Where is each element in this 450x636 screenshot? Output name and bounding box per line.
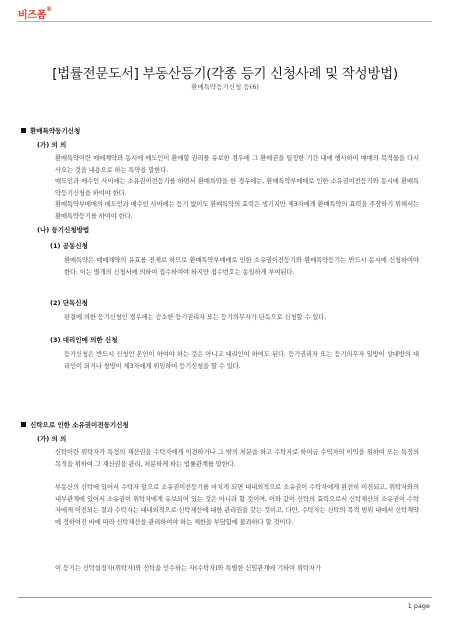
paragraph: 매도인과 매수인 사이에는 소유권이전등기를 하면서 환매특약을 한 경우에는, 환매특약부매매로 인한 소유권이전등기와 동시에 환매특약등기신청을 하여야 한다. — [55, 178, 419, 197]
square-bullet-icon — [21, 422, 26, 427]
page-number: 1 page — [407, 602, 430, 610]
header-divider — [18, 21, 432, 22]
paragraph: 환매특약이란 매매계약과 동시에 매도인이 환매할 권리를 유보한 경우에 그 환매권을 일정한 기간 내에 행사하여 매매의 목적물을 다시 사오는 것을 내용으로 하는 특약을 말한다. — [55, 155, 419, 174]
document-subtitle: 환매특약등기신청 등(6) — [191, 83, 259, 91]
bizforms-logo: 비즈폼® — [18, 6, 52, 21]
item-heading: (1) 공동신청 — [50, 242, 88, 250]
section-heading-trust: 신탁으로 인한 소유권이전등기신청 — [21, 420, 129, 429]
paragraph: 환매특약은 매매계약의 유효를 전제로 하므로 환매특약부매매로 인한 소유권이전등기와 환매특약등기는 반드시 동시에 신청하여야 한다. 이는 별개의 신청서에 의하여 접수하여야 하지만 접수번호는 동일하게 부여된다. — [64, 257, 419, 276]
footer-divider — [18, 597, 432, 598]
item-heading: (3) 대리인에 의한 신청 — [50, 336, 118, 344]
section-heading-redemption: 환매특약등기신청 — [21, 126, 80, 135]
item-heading: (2) 단독신청 — [50, 299, 88, 307]
subheading-method: (나) 등기신청방법 — [37, 226, 90, 234]
paragraph: 신탁이란 위탁자가 특정의 재산권을 수탁자에게 이전하거나 그 밖의 처분을 하고 수탁자로 하여금 수익자의 이익을 위하여 또는 특정의 목적을 위하여 그 재산권을 관리, 처분하게 하는 법률관계를 말한다. — [55, 449, 419, 468]
paragraph: 환매특약부매매의 매도인과 매수인 사이에는 등기 없이도 환매특약의 효력은 생기지만 제3자에게 환매특약의 효력을 주장하기 위해서는 환매특약등기를 하여야 한다. — [55, 201, 419, 220]
paragraph: 부동산의 신탁에 있어서 수탁자 앞으로 소유권이전등기를 마치게 되면 대내외적으로 소유권이 수탁자에게 완전히 이전되고, 위탁자와의 내부관계에 있어서 소유권이 위탁자에게 유보되어 있는 것은 아니라 할 것이며, 이와 같이 신탁의 효력으로서 신탁재산의 소유권이 수탁자에게 이전되는 결과 수탁자는 대내외적으로 신탁재산에 대한 관리권을 갖는 것이고, 다만, 수탁자는 신탁의 목적 범위 내에서 신탁계약에 정하여진 바에 따라 신탁재산을 관리하여야 하는 제한을 부담함에 불과하다 할 것이다. — [55, 484, 419, 526]
document-title: [법률전문도서] 부동산등기(각종 등기 신청사례 및 작성방법) — [52, 66, 398, 82]
subheading-definition: (가) 의 의 — [37, 435, 67, 443]
square-bullet-icon — [21, 128, 26, 133]
paragraph: 판결에 의한 등기신청인 경우에는 승소한 등기권리자 또는 등기의무자가 단독으로 신청할 수 있다. — [64, 314, 327, 321]
paragraph: 이 등기는 신탁설정자(위탁자)와 신탁을 인수하는 자(수탁자)와 특별한 신임관계에 기하여 위탁자가 — [55, 565, 321, 572]
paragraph: 등기신청은 반드시 신청인 본인이 하여야 하는 것은 아니고 대리인이 하여도 된다. 등기권리자 또는 등기의무자 일방이 상대방의 대리인이 되거나 쌍방이 제3자에게 위임하여 등기신청을 할 수 있다. — [64, 351, 419, 370]
subheading-definition: (가) 의 의 — [37, 141, 67, 149]
